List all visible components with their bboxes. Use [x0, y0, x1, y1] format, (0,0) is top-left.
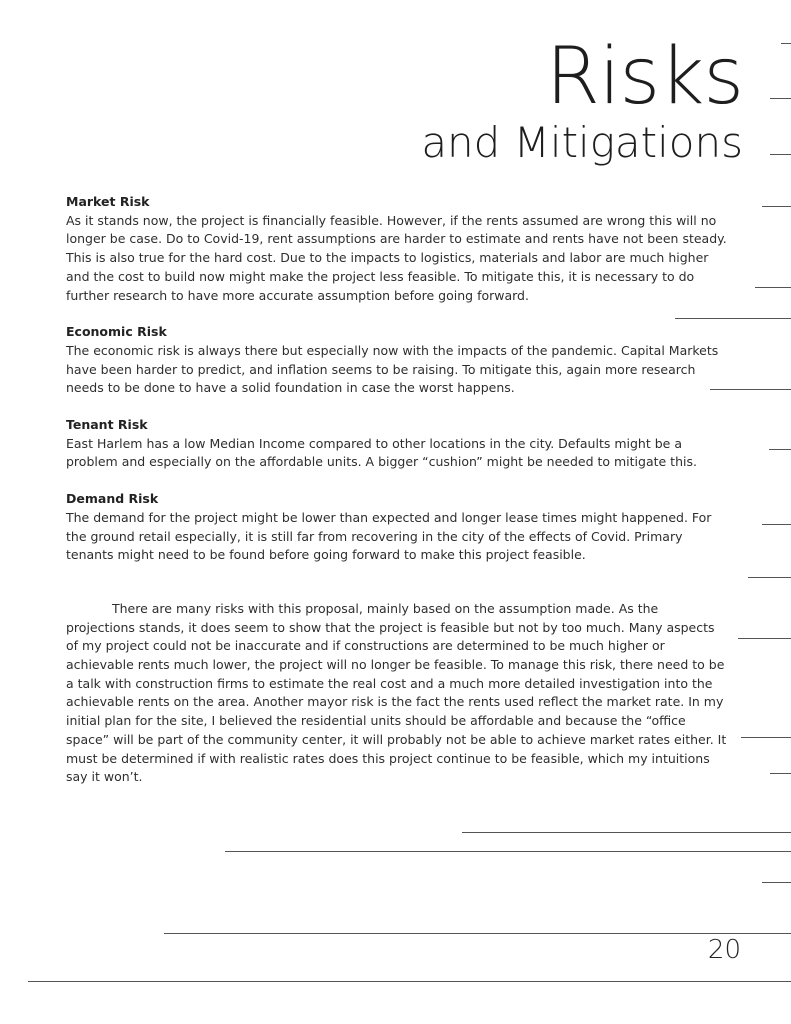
decorative-rule [781, 43, 791, 44]
section-demand-risk [66, 490, 728, 565]
decorative-rule [748, 577, 791, 578]
decorative-rule [710, 389, 791, 390]
decorative-rule [762, 882, 791, 883]
page-number: 20 [707, 935, 741, 965]
decorative-rule [164, 933, 791, 934]
decorative-rule [770, 773, 791, 774]
section-market-risk [66, 193, 728, 305]
section-body: The economic risk is always there but especially now with the impacts of the pandemic. Capital Markets have been harder to predict, and inflation seems to be raising. To mitigate this, again more research needs to be done to have a solid foundation in case the worst happens. [66, 342, 719, 396]
decorative-rule [762, 206, 791, 207]
section-heading: Tenant Risk [66, 417, 148, 433]
footer-rule [28, 981, 791, 982]
section-heading: Demand Risk [66, 491, 159, 507]
decorative-rule [675, 318, 791, 319]
decorative-rule [762, 524, 791, 525]
decorative-rule [769, 449, 791, 450]
summary-paragraph: There are many risks with this proposal, mainly based on the assumption made. As the projections stands, it does seem to show that the project is feasible but not by too much. Many aspects of my project could not be inaccurate and if constructions are determined to be much higher or achievable rents much lower, the project will no longer be feasible. To manage this risk, there need to be a talk with construction firms to estimate the real cost and a much more detailed investigation into the achievable rents on the area. Another mayor risk is the fact the rents used reflect the market rate. In my initial plan for the site, I believed the residential units should be affordable and because the “office space” will be part of the community center, it will probably not be able to achieve market rates either. It must be determined if with realistic rates does this project continue to be feasible, which my intuitions say it won’t. [66, 600, 727, 785]
section-body: As it stands now, the project is financially feasible. However, if the rents assumed are wrong this will no longer be case. Do to Covid-19, rent assumptions are harder to estimate and rents have not been steady. This is also true for the hard cost. Due to the impacts to logistics, materials and labor are much higher and the cost to build now might make the project less feasible. To mitigate this, it is necessary to do further research to have more accurate assumption before going forward. [66, 212, 727, 303]
main-content [66, 193, 728, 799]
decorative-rule [770, 154, 791, 155]
section-tenant-risk [66, 416, 728, 472]
decorative-rule [462, 832, 791, 833]
decorative-rule [738, 638, 791, 639]
decorative-rule [770, 98, 791, 99]
section-body: East Harlem has a low Median Income compared to other locations in the city. Defaults might be a problem and especially on the affordable units. A bigger “cushion” might be needed to mitigate this. [66, 435, 697, 470]
decorative-rule [741, 737, 791, 738]
decorative-rule [755, 287, 791, 288]
section-heading: Market Risk [66, 194, 150, 209]
section-body: The demand for the project might be lower than expected and longer lease times might happened. For the ground retail especially, it is still far from recovering in the city of the effects of Covid. Primary tenants might need to be found before going forward to make this project feasible. [66, 509, 712, 563]
section-economic-risk [66, 323, 728, 398]
page-subtitle: and Mitigations [421, 118, 743, 167]
section-heading: Economic Risk [66, 324, 167, 340]
page-title: Risks [545, 32, 743, 122]
decorative-rule [225, 851, 791, 852]
